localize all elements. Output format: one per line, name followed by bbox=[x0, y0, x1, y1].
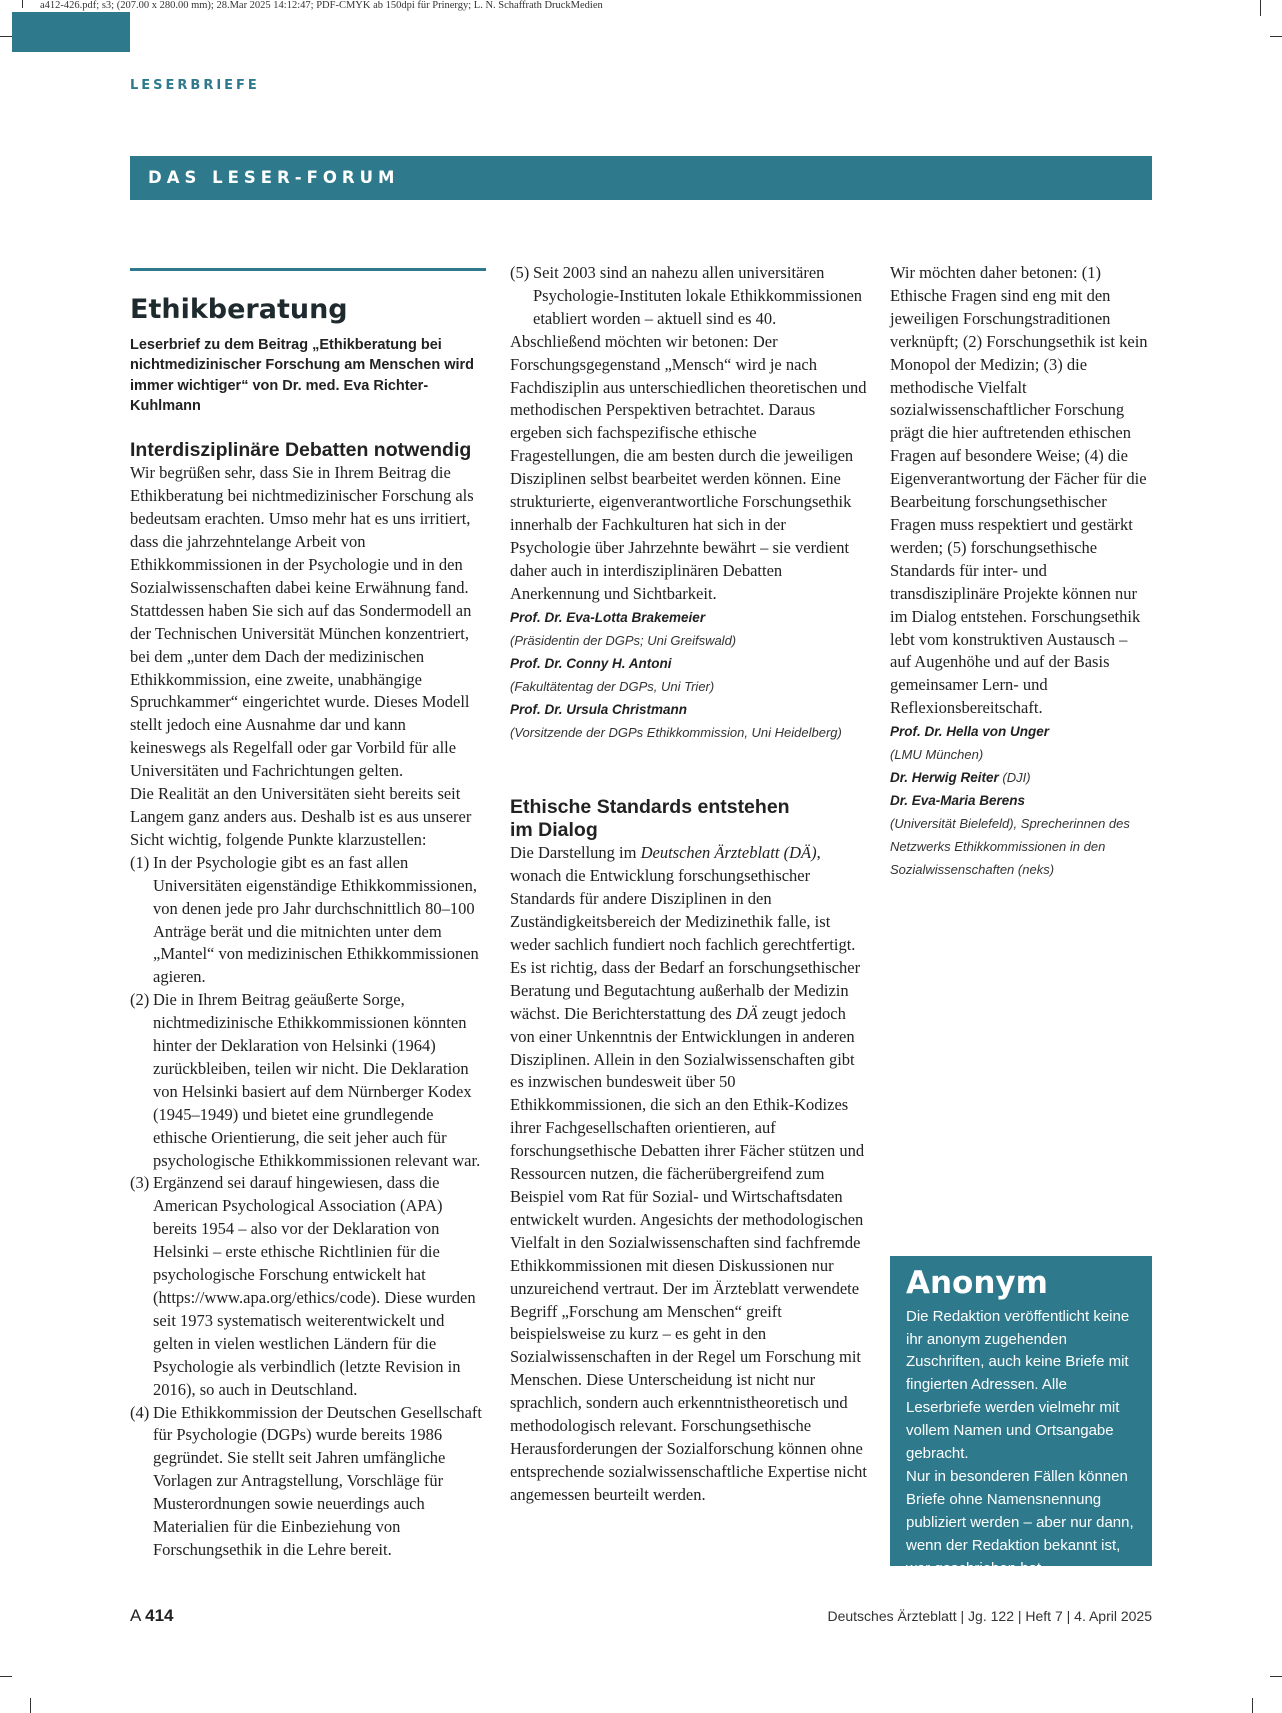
list-item-number: (4) bbox=[130, 1402, 150, 1422]
signature-name: Prof. Dr. Conny H. Antoni bbox=[510, 655, 672, 671]
title-rule bbox=[130, 268, 486, 271]
list-item-text: Seit 2003 sind an nahezu allen universitären Psychologie-Instituten lokale Ethikkommissionen etabliert worden – aktuell sind es 40. bbox=[533, 263, 863, 328]
page-prefix: A bbox=[130, 1606, 146, 1625]
crop-mark bbox=[1270, 36, 1282, 37]
text-run: Die Darstellung im bbox=[510, 843, 641, 863]
article-title: Ethikberatung bbox=[130, 294, 348, 325]
crop-mark bbox=[1252, 1698, 1253, 1713]
list-item-text: Die Ethikkommission der Deutschen Gesellschaft für Psychologie (DGPs) wurde bereits 1986 gegründet. Sie stellt seit Jahren umfängliche Vorlagen zur Antragstellung, Vorschläge für Musterordnungen sowie neuerdings auch Materialien für die Einbeziehung von Forschungsethik in die Lehre bereit. bbox=[153, 1402, 483, 1559]
column-1 bbox=[130, 268, 486, 1562]
signature-name: Prof. Dr. Eva-Lotta Brakemeier bbox=[510, 609, 706, 625]
signature-affiliation: (Präsidentin der DGPs; Uni Greifswald) bbox=[510, 632, 737, 648]
text-run: , wonach die Entwicklung forschungsethischer Standards für andere Disziplinen in den Zuständigkeitsbereich der Medizinethik falle, ist weder sachlich fundiert noch fachlich gerechtfertigt. Es ist richtig, dass der Bedarf an forschungsethischer Beratung und Begutachtung außerhalb der Medizin wächst. Die Berichterstattung des bbox=[510, 843, 861, 1023]
page-number bbox=[130, 1606, 174, 1626]
list-item-number: (2) bbox=[130, 990, 150, 1010]
list-item bbox=[130, 989, 486, 1172]
list-item-number: (3) bbox=[130, 1173, 150, 1193]
list-item-number: (5) bbox=[510, 263, 530, 282]
corner-color-block bbox=[12, 12, 130, 52]
list-item-text: Die in Ihrem Beitrag geäußerte Sorge, nichtmedizinische Ethikkommissionen könnten hinter der Deklaration von Helsinki (1964) zurückbleiben, teilen wir nicht. Die Deklaration von Helsinki basiert auf dem Nürnberger Kodex (1945–1949) und bietet eine grundlegende ethische Orientierung, die seit jeher auch für psychologische Ethikkommissionen relevant war. bbox=[153, 990, 481, 1170]
article-subtitle: Leserbrief zu dem Beitrag „Ethikberatung bei nichtmedizinischer Forschung am Menschen wird immer wichtiger“ von Dr. med. Eva Richter-Kuhlmann bbox=[130, 336, 475, 415]
letter2-heading-line-1: Ethische Standards entstehen bbox=[510, 795, 790, 818]
signature-name: Prof. Dr. Ursula Christmann bbox=[510, 701, 688, 717]
list-item bbox=[510, 262, 868, 331]
text-run: zeugt jedoch von einer Unkenntnis der Entwicklungen in anderen Disziplinen. Allein in den Sozialwissenschaften gibt es inzwischen bundesweit über 50 Ethikkommissionen, die sich an den Ethik-Kodizes ihrer Fachgesellschaften orientieren, auf forschungsethische Debatten ihrer Fächer stützen und Ressourcen nutzen, die fächerübergreifend zum Beispiel vom Rat für Sozial- und Wirtschaftsdaten entwickelt wurden. Angesichts der methodologischen Vielfalt in den Sozialwissenschaften sind fachfremde Ethikkommissionen mit diesen Diskussionen nur unzureichend vertraut. Der im Ärzteblatt verwendete Begriff „Forschung am Menschen“ greift beispielsweise zu kurz – es geht in den Sozialwissenschaften in der Regel um Forschung mit Menschen. Diese Unterscheidung ist nicht nur sprachlich, sondern auch erkenntnistheoretisch und methodologisch relevant. Forschungsethische Herausforderungen der Sozialforschung können ohne entsprechende sozialwissenschaftliche Expertise nicht angemessen beurteilt werden. bbox=[510, 1003, 867, 1504]
letter2-paragraph-1 bbox=[510, 842, 868, 1506]
anonym-text-1: Die Redaktion veröffentlicht keine ihr anonym zugehenden Zuschriften, auch keine Briefe mit fingierten Adressen. Alle Leserbriefe werden vielmehr mit vollem Namen und Ortsangabe gebracht. bbox=[906, 1307, 1130, 1463]
letter1-paragraph-3: Abschließend möchten wir betonen: Der Forschungsgegenstand „Mensch“ wird je nach Fachdisziplin aus unterschiedlichen theoretischen und methodischen Perspektiven betrachtet. Daraus ergeben sich fachspezifische ethische Fragestellungen, die am besten durch die jeweiligen Disziplinen selbst bearbeitet werden können. Eine strukturierte, eigenverantwortliche Forschungsethik innerhalb der Fachkulturen hat sich in der Psychologie über Jahrzehnte bewährt – sie verdient daher auch in interdisziplinären Debatten Anerkennung und Sichtbarkeit. bbox=[510, 331, 867, 603]
crop-mark bbox=[1270, 1676, 1282, 1677]
list-item-text: In der Psychologie gibt es an fast allen Universitäten eigenständige Ethikkommissionen, von denen jede pro Jahr durchschnittlich 80–100 Anträge berät und die mitnichten unter dem „Mantel“ von medizinischen Ethikkommissionen agieren. bbox=[153, 852, 479, 987]
list-item-text: Ergänzend sei darauf hingewiesen, dass die American Psychological Association (APA) bereits 1954 – also vor der Deklaration von Helsinki – erste ethische Richtlinien für die psychologische Forschung entwickelt hat (https://www.apa.org/ethics/code). Diese wurden seit 1973 systematisch weiterentwickelt und gelten in vielen westlichen Ländern für die Psychologie als verbindlich (letzte Revision in 2016), so auch in Deutschland. bbox=[153, 1173, 476, 1399]
letter2-heading-line-2: im Dialog bbox=[510, 818, 598, 841]
signature-affiliation: (Fakultätentag der DGPs, Uni Trier) bbox=[510, 678, 715, 694]
signature-affiliation: (DJI) bbox=[998, 770, 1031, 786]
signature-affiliation: (Vorsitzende der DGPs Ethikkommission, Uni Heidelberg) bbox=[510, 724, 842, 740]
crop-mark bbox=[30, 1698, 31, 1713]
crop-mark bbox=[0, 36, 12, 37]
letter2-paragraph-2: Wir möchten daher betonen: (1) Ethische Fragen sind eng mit den jeweiligen Forschungstraditionen verknüpft; (2) Forschungsethik ist kein Monopol der Medizin; (3) die methodische Vielfalt sozialwissenschaftlicher Forschung prägt die hier auftretenden ethischen Fragen auf besondere Weise; (4) die Eigenverantwortung der Fächer für die Bearbeitung forschungsethischer Fragen muss respektiert und gestärkt werden; (5) forschungsethische Standards für inter- und transdisziplinäre Projekte können nur im Dialog entstehen. Forschungsethik lebt vom konstruktiven Austausch – auf Augenhöhe und auf der Basis gemeinsamer Lern- und Reflexionsbereitschaft. bbox=[890, 263, 1148, 718]
column-3 bbox=[890, 262, 1152, 881]
list-item bbox=[130, 1402, 486, 1562]
signature-name: Dr. Herwig Reiter bbox=[890, 770, 999, 786]
list-item-number: (1) bbox=[130, 852, 150, 872]
crop-mark bbox=[22, 0, 23, 8]
letter1-points-list bbox=[130, 852, 486, 1562]
letter1-paragraph-1: Wir begrüßen sehr, dass Sie in Ihrem Beitrag die Ethikberatung bei nichtmedizinischer Forschung als bedeutsam erachten. Umso mehr hat es uns irritiert, dass die jahrzehntelange Arbeit von Ethikkommissionen in der Psychologie und in den Sozialwissenschaften dabei keine Erwähnung fand. Stattdessen haben Sie sich auf das Sondermodell an der Technischen Universität München konzentriert, bei dem „unter dem Dach der medizinischen Ethikkommission, eine zweite, unabhängige Spruchkammer“ eingerichtet wurde. Dieses Modell stellt jedoch eine Ausnahme dar und kann keineswegs als Regelfall oder gar Vorbild für alle Universitäten und Fachrichtungen gelten. bbox=[130, 463, 474, 781]
list-item bbox=[130, 852, 486, 989]
forum-title-bar bbox=[130, 156, 1152, 200]
page-number-value: 414 bbox=[145, 1606, 174, 1625]
column-2 bbox=[510, 262, 868, 1507]
letter2-heading bbox=[510, 796, 868, 843]
anonym-title: Anonym bbox=[906, 1265, 1048, 1301]
section-label: LESERBRIEFE bbox=[130, 78, 260, 93]
anonym-notice-box bbox=[890, 1256, 1152, 1577]
letter1-paragraph-2: Die Realität an den Universitäten sieht bereits seit Langem ganz anders aus. Deshalb ist es aus unserer Sicht wichtig, folgende Punkte klarzustellen: bbox=[130, 784, 472, 849]
signature-name: Prof. Dr. Hella von Unger bbox=[890, 724, 1050, 740]
anonym-text-2: Nur in besonderen Fällen können Briefe ohne Namensnennung publiziert werden – aber nur dann, wenn der Redaktion bekannt ist, wer geschrieben hat. bbox=[906, 1467, 1134, 1577]
letter1-heading: Interdisziplinäre Debatten notwendig bbox=[130, 439, 472, 461]
signature-affiliation: (LMU München) bbox=[890, 747, 984, 763]
signature-name: Dr. Eva-Maria Berens bbox=[890, 793, 1026, 809]
list-item bbox=[130, 1172, 486, 1401]
print-metadata: a412-426.pdf; s3; (207.00 x 280.00 mm); 28.Mar 2025 14:12:47; PDF-CMYK ab 150dpi für Prinergy; L. N. Schaffrath DruckMedien bbox=[40, 0, 603, 11]
crop-mark bbox=[0, 1676, 12, 1677]
journal-issue-info: Deutsches Ärzteblatt | Jg. 122 | Heft 7 | 4. April 2025 bbox=[827, 1608, 1152, 1624]
letter1-points-list-cont bbox=[510, 262, 868, 331]
signature-affiliation: (Universität Bielefeld), Sprecherinnen des Netzwerks Ethikkommissionen in den Sozialwissenschaften (neks) bbox=[890, 816, 1130, 878]
journal-name: Deutschen Ärzteblatt (DÄ) bbox=[640, 843, 817, 863]
journal-abbrev: DÄ bbox=[735, 1003, 758, 1023]
spacer bbox=[510, 744, 868, 796]
crop-mark bbox=[1260, 0, 1261, 16]
signature-line bbox=[890, 766, 1152, 789]
forum-title: DAS LESER-FORUM bbox=[148, 168, 400, 187]
